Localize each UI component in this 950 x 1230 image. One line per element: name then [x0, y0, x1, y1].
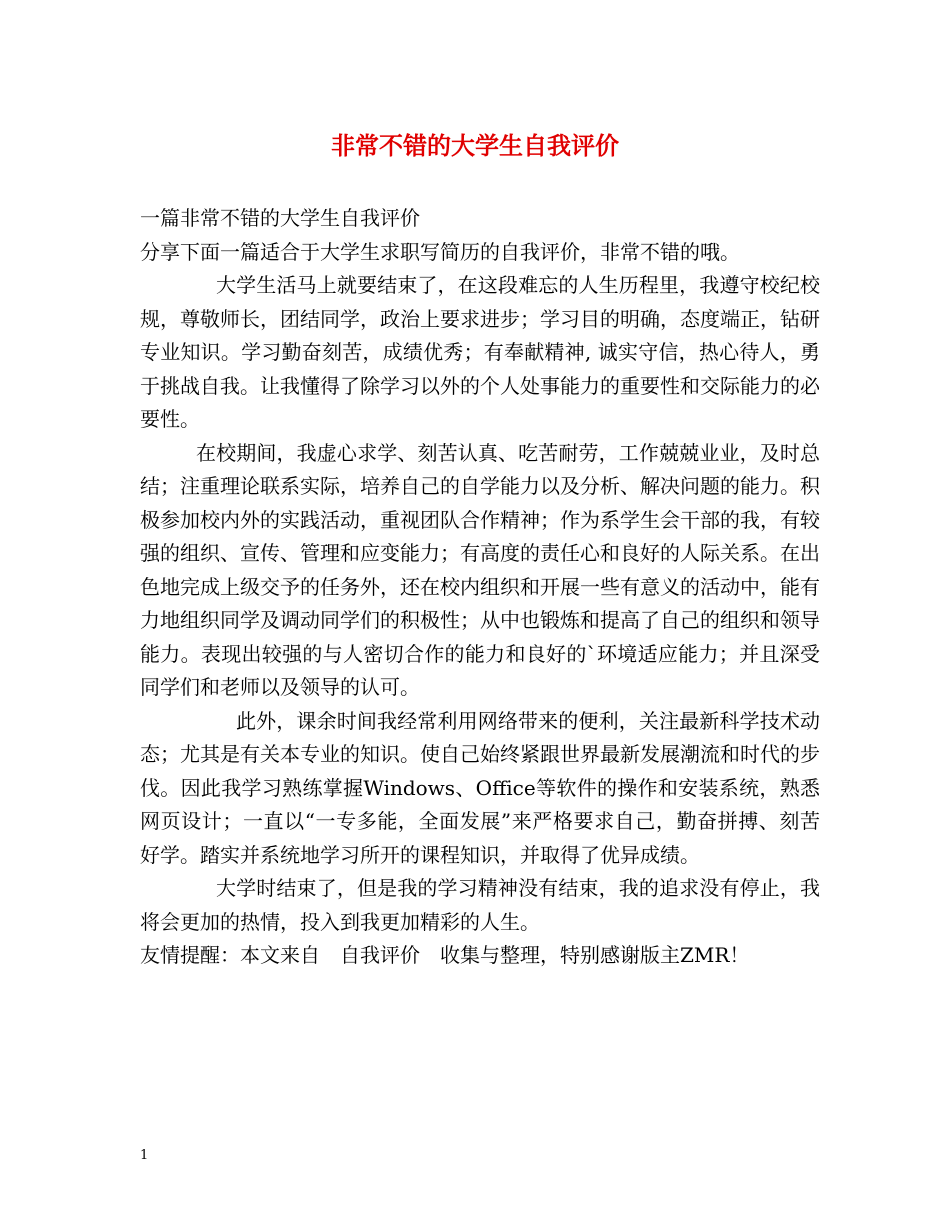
paragraph-2: 在校期间，我虚心求学、刻苦认真、吃苦耐劳，工作兢兢业业，及时总结；注重理论联系实际，培养自己的自学能力以及分析、解决问题的能力。积极参加校内外的实践活动，重视团队合作精神；作为系学生会干部的我，有较强的组织、宣传、管理和应变能力；有高度的责任心和良好的人际关系。在出色地完成上级交予的任务外，还在校内组织和开展一些有意义的活动中，能有力地组织同学及调动同学们的积极性；从中也锻炼和提高了自己的组织和领导能力。表现出较强的与人密切合作的能力和良好的`环境适应能力；并且深受同学们和老师以及领导的认可。: [140, 440, 820, 699]
paragraph-1: 大学生活马上就要结束了，在这段难忘的人生历程里，我遵守校纪校规，尊敬师长，团结同学，政治上要求进步；学习目的明确，态度端正，钻研专业知识。学习勤奋刻苦，成绩优秀；有奉献精神, 诚实守信，热心待人，勇于挑战自我。让我懂得了除学习以外的个人处事能力的重要性和交际能力的必要性。: [140, 273, 820, 431]
document-body: [140, 202, 820, 973]
intro-line-1: 一篇非常不错的大学生自我评价: [140, 206, 420, 230]
paragraph-4: 大学时结束了，但是我的学习精神没有结束，我的追求没有停止，我将会更加的热情，投入到我更加精彩的人生。: [140, 876, 820, 934]
document-title: 非常不错的大学生自我评价: [331, 131, 619, 160]
paragraph-3: 此外，课余时间我经常利用网络带来的便利，关注最新科学技术动态；尤其是有关本专业的知识。使自己始终紧跟世界最新发展潮流和时代的步伐。因此我学习熟练掌握Windows、Office等软件的操作和安装系统，熟悉网页设计；一直以“一专多能，全面发展”来严格要求自己，勤奋拼搏、刻苦好学。踏实并系统地学习所开的课程知识，并取得了优异成绩。: [140, 708, 820, 867]
intro-line-2: 分享下面一篇适合于大学生求职写简历的自我评价，非常不错的哦。: [140, 239, 740, 264]
page-number: 1: [140, 1148, 149, 1163]
footer-note: 友情提醒：本文来自 自我评价 收集与整理，特别感谢版主ZMR！: [140, 943, 750, 967]
